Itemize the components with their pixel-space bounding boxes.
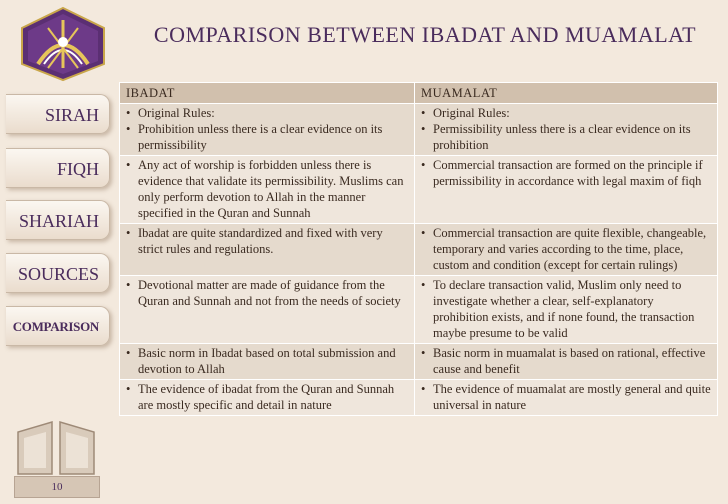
ibadat-cell: • Devotional matter are made of guidance from the Quran and Sunnah and not from the needs of society: [120, 276, 415, 344]
nav-shariah[interactable]: SHARIAH: [6, 200, 110, 240]
bullet-text: The evidence of ibadat from the Quran and Sunnah are mostly specific and detail in nature: [138, 382, 395, 412]
ibadat-cell: • Any act of worship is forbidden unless there is evidence that validate its permissibility. Muslims can only perform devotion to Allah in the manner specified in the Quran and Sunnah: [120, 156, 415, 224]
bullet-text: Original Rules:: [138, 106, 215, 120]
muamalat-cell: • Basic norm in muamalat is based on rational, effective cause and benefit: [415, 344, 718, 380]
bullet-text: Devotional matter are made of guidance from the Quran and Sunnah and not from the needs of society: [138, 278, 401, 308]
table-row: [120, 344, 718, 380]
bullet-text: Permissibility unless there is a clear evidence on its prohibition: [433, 122, 691, 152]
muamalat-cell: • The evidence of muamalat are mostly general and quite universal in nature: [415, 380, 718, 416]
bullet-text: Any act of worship is forbidden unless there is evidence that validate its permissibility. Muslims can only perform devotion to Allah in the manner specified in the Quran and Sunnah: [138, 158, 404, 220]
bullet-text: Basic norm in Ibadat based on total submission and devotion to Allah: [138, 346, 396, 376]
bullet-text: Prohibition unless there is a clear evidence on its permissibility: [138, 122, 383, 152]
table-row: [120, 156, 718, 224]
table-row: [120, 224, 718, 276]
page-title: COMPARISON BETWEEN IBADAT AND MUAMALAT: [153, 22, 697, 47]
comparison-table: [119, 82, 718, 416]
ibadat-cell: • Original Rules: • Prohibition unless there is a clear evidence on its permissibility: [120, 104, 415, 156]
header-muamalat: MUAMALAT: [415, 83, 718, 104]
bullet-text: Basic norm in muamalat is based on rational, effective cause and benefit: [433, 346, 706, 376]
nav-sirah[interactable]: SIRAH: [6, 94, 110, 134]
page-number: 10: [14, 476, 100, 498]
bullet-text: To declare transaction valid, Muslim only need to investigate whether a clear, self-explanatory prohibition exists, and if none found, the transaction maybe presume to be valid: [433, 278, 695, 340]
ibadat-cell: • Ibadat are quite standardized and fixed with very strict rules and regulations.: [120, 224, 415, 276]
table-row: [120, 380, 718, 416]
slide-navigation-icon[interactable]: [14, 412, 98, 482]
bullet-text: Commercial transaction are formed on the principle if permissibility in accordance with legal maxim of fiqh: [433, 158, 703, 188]
nav-fiqh[interactable]: FIQH: [6, 148, 110, 188]
ibadat-cell: • Basic norm in Ibadat based on total submission and devotion to Allah: [120, 344, 415, 380]
nav-comparison[interactable]: COMPARISON: [6, 306, 110, 346]
muamalat-cell: • Original Rules: • Permissibility unless there is a clear evidence on its prohibition: [415, 104, 718, 156]
muamalat-cell: • To declare transaction valid, Muslim only need to investigate whether a clear, self-explanatory prohibition exists, and if none found, the transaction maybe presume to be valid: [415, 276, 718, 344]
header-ibadat: IBADAT: [120, 83, 415, 104]
muamalat-cell: • Commercial transaction are formed on the principle if permissibility in accordance with legal maxim of fiqh: [415, 156, 718, 224]
bullet-text: The evidence of muamalat are mostly general and quite universal in nature: [433, 382, 711, 412]
bullet-text: Commercial transaction are quite flexible, changeable, temporary and varies according to the time, place, custom and condition (except for certain rulings): [433, 226, 707, 272]
bullet-text: Ibadat are quite standardized and fixed with very strict rules and regulations.: [138, 226, 383, 256]
ibadat-cell: • The evidence of ibadat from the Quran and Sunnah are mostly specific and detail in nature: [120, 380, 415, 416]
table-row: [120, 276, 718, 344]
bullet-text: Original Rules:: [433, 106, 510, 120]
nav-sources[interactable]: SOURCES: [6, 253, 110, 293]
muamalat-cell: • Commercial transaction are quite flexible, changeable, temporary and varies according to the time, place, custom and condition (except for certain rulings): [415, 224, 718, 276]
university-logo: [18, 6, 108, 82]
table-row: [120, 104, 718, 156]
